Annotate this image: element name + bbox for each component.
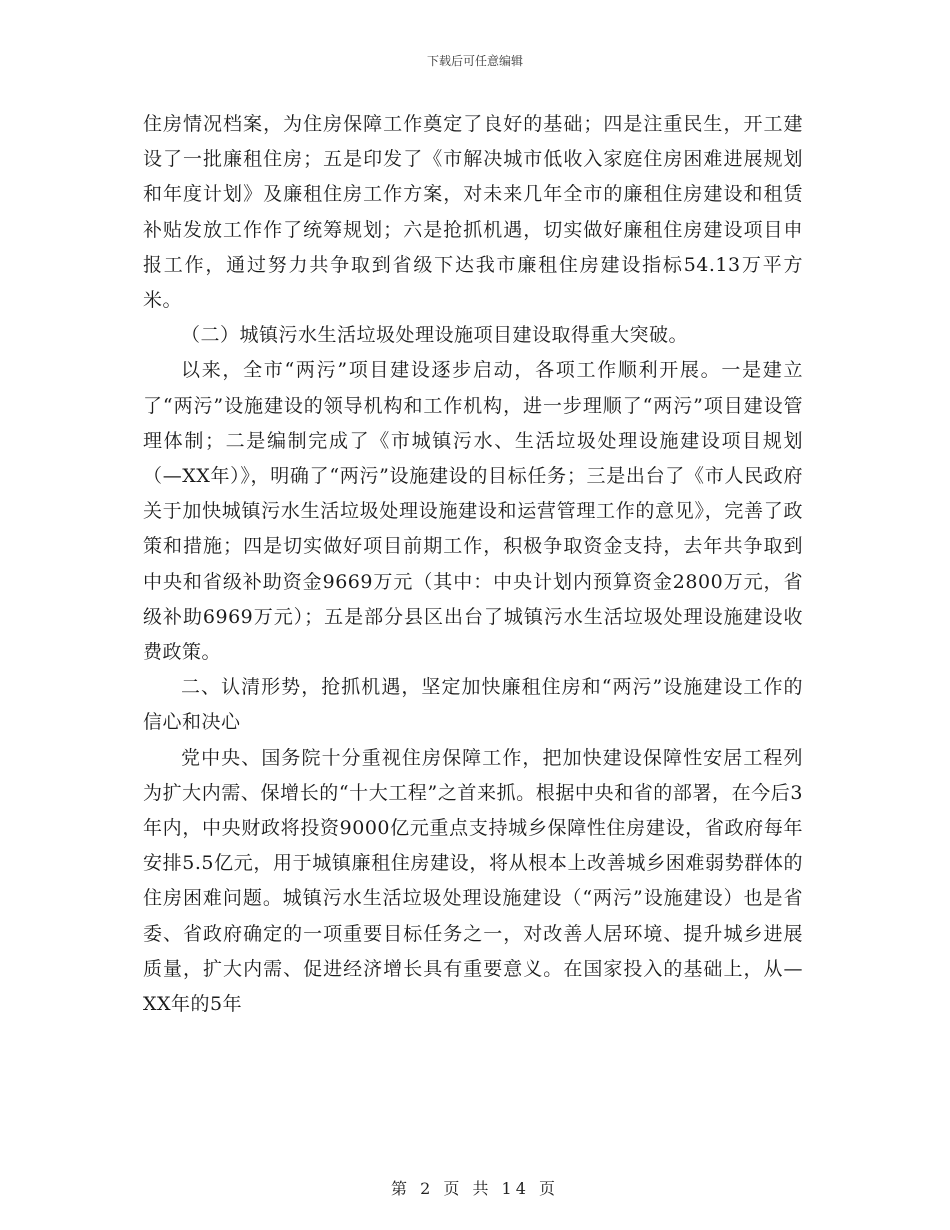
- paragraph-central-policy: 党中央、国务院十分重视住房保障工作，把加快建设保障性安居工程列为扩大内需、保增长的“十大工程”之首来抓。根据中央和省的部署，在今后3年内，中央财政将投资9000亿元重点支持城乡保障性住房建设，省政府每年安排5.5亿元，用于城镇廉租住房建设，将从根本上改善城乡困难弱势群体的住房困难问题。城镇污水生活垃圾处理设施建设（“两污”设施建设）也是省委、省政府确定的一项重要目标任务之一，对改善人居环境、提升城乡进展质量，扩大内需、促进经济增长具有重要意义。在国家投入的基础上，从—XX年的5年: [143, 746, 803, 1016]
- paragraph-section-heading-ii: 二、认清形势，抢抓机遇，坚定加快廉租住房和“两污”设施建设工作的信心和决心: [143, 676, 803, 734]
- paragraph-two-pollution-progress: 以来，全市“两污”项目建设逐步启动，各项工作顺利开展。一是建立了“两污”设施建设的领导机构和工作机构，进一步理顺了“两污”项目建设管理体制；二是编制完成了《市城镇污水、生活垃圾处理设施建设项目规划（—XX年）》，明确了“两污”设施建设的目标任务；三是出台了《市人民政府关于加快城镇污水生活垃圾处理设施建设和运营管理工作的意见》，完善了政策和措施；四是切实做好项目前期工作，积极争取资金支持，去年共争取到中央和省级补助资金9669万元（其中：中央计划内预算资金2800万元，省级补助6969万元）；五是部分县区出台了城镇污水生活垃圾处理设施建设收费政策。: [143, 359, 803, 664]
- paragraph-section-heading-2: （二）城镇污水生活垃圾处理设施项目建设取得重大突破。: [181, 324, 689, 347]
- paragraph-housing-archive: 住房情况档案，为住房保障工作奠定了良好的基础；四是注重民生，开工建设了一批廉租住房；五是印发了《市解决城市低收入家庭住房困难进展规划和年度计划》及廉租住房工作方案，对未来几年全市的廉租住房建设和租赁补贴发放工作作了统筹规划；六是抢抓机遇，切实做好廉租住房建设项目申报工作，通过努力共争取到省级下达我市廉租住房建设指标54.13万平方米。: [143, 113, 803, 312]
- document-body: [143, 107, 803, 1022]
- page-header: 下载后可任意编辑: [426, 54, 523, 68]
- page-footer: 第 2 页 共 14 页: [391, 1179, 559, 1198]
